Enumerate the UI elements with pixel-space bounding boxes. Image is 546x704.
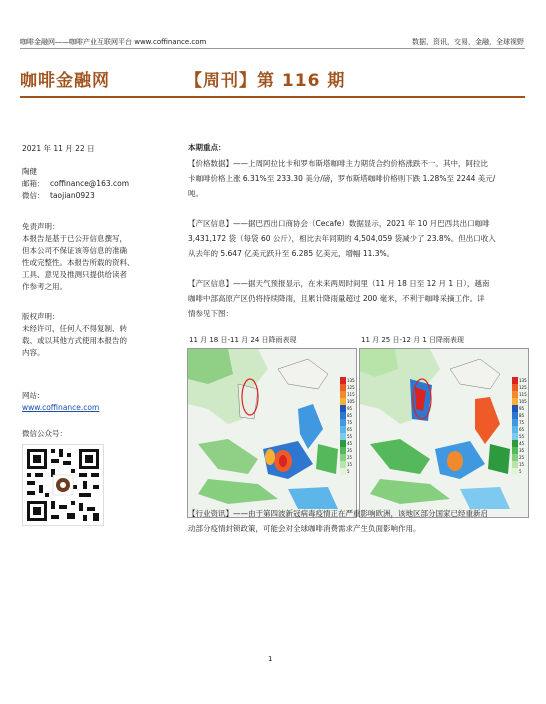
rainfall-map-week2 — [359, 348, 529, 518]
legend-item: 105 — [340, 398, 354, 405]
map-caption-week2: 11 月 25 日-12 月 1 日降雨表现 — [361, 336, 465, 344]
legend-item: 75 — [512, 419, 526, 426]
paragraph-line: 情参见下图： — [188, 309, 233, 318]
disclaimer-line: 作参考之用。 — [22, 282, 67, 291]
page-number: 1 — [268, 655, 273, 663]
legend-item: 5 — [512, 468, 526, 475]
issue-title: 【周刊】第 116 期 — [185, 71, 346, 91]
website-link[interactable]: www.coffinance.com — [22, 403, 100, 412]
paragraph-line: 从去年的 5.647 亿美元跃升至 6.285 亿美元，增幅 11.3%。 — [188, 249, 395, 258]
disclaimer-line: 性或完整性。本报告所载的资料、 — [22, 258, 135, 267]
paragraph-line: 卡咖啡价格上涨 6.31%至 233.30 美分/磅，罗布斯塔咖啡价格则下跌 1.28%至 2244 美元/ — [188, 174, 496, 183]
legend-item: 55 — [512, 433, 526, 440]
header-site-text: 咖啡金融网——咖啡产业互联网平台 www.coffinance.com — [20, 38, 207, 46]
legend-item: 25 — [340, 454, 354, 461]
legend-item: 35 — [512, 447, 526, 454]
map-graphic-icon — [188, 349, 356, 517]
legend-item: 35 — [340, 447, 354, 454]
paragraph-weather — [188, 276, 528, 321]
legend-item: 85 — [512, 412, 526, 419]
rainfall-legend — [340, 377, 354, 475]
legend-item: 75 — [340, 419, 354, 426]
legend-item: 95 — [340, 405, 354, 412]
paragraph-line: 【行业资讯】——由于第四波新冠病毒疫情正在严重影响欧洲，该地区部分国家已经重新启 — [188, 509, 488, 518]
copyright-line: 载、或以其他方式使用本报告的 — [22, 336, 127, 345]
legend-item: 115 — [340, 391, 354, 398]
legend-item: 135 — [340, 377, 354, 384]
rainfall-legend — [512, 377, 526, 475]
legend-item: 85 — [340, 412, 354, 419]
paragraph-line: 【产区信息】——据天气预报显示，在未来两周时间里（11 月 18 日至 12 月 1 日），越南 — [188, 279, 490, 288]
rainfall-map-week1 — [187, 348, 357, 518]
paragraph-industry — [188, 506, 528, 536]
disclaimer-line: 工具、意见及推测只提供给读者 — [22, 270, 127, 279]
legend-item: 65 — [512, 426, 526, 433]
paragraph-line: 【产区信息】——据巴西出口商协会（Cecafe）数据显示，2021 年 10 月巴西共出口咖啡 — [188, 219, 490, 228]
wechat-label: 微信： — [22, 191, 45, 200]
copyright-title: 版权声明： — [22, 312, 60, 321]
disclaimer-title: 免责声明： — [22, 222, 60, 231]
disclaimer-line: 本报告是基于已公开信息撰写， — [22, 234, 127, 243]
legend-item: 45 — [340, 440, 354, 447]
qr-code-icon — [23, 445, 103, 525]
legend-item: 25 — [512, 454, 526, 461]
legend-item: 65 — [340, 426, 354, 433]
website-block — [22, 390, 99, 414]
website-label: 网站: — [22, 391, 40, 400]
legend-item: 105 — [512, 398, 526, 405]
title-divider — [20, 96, 525, 98]
wechat-public-label: 微信公众号： — [22, 429, 67, 438]
disclaimer-line: 但本公司不保证该等信息的准确 — [22, 246, 127, 255]
legend-item: 45 — [512, 440, 526, 447]
legend-item: 55 — [340, 433, 354, 440]
paragraph-line: 【价格数据】——上周阿拉比卡和罗布斯塔咖啡主力期货合约价格涨跌不一。其中，阿拉比 — [188, 159, 488, 168]
legend-item: 135 — [512, 377, 526, 384]
header-divider — [20, 48, 525, 49]
author-name: 陶健 — [22, 167, 37, 176]
map-graphic-icon — [360, 349, 528, 517]
contact-block — [22, 166, 129, 202]
legend-item: 5 — [340, 468, 354, 475]
legend-item: 125 — [512, 384, 526, 391]
legend-item: 95 — [512, 405, 526, 412]
copyright-line: 内容。 — [22, 348, 45, 357]
paragraph-line: 动部分疫情封锁政策，可能会对全球咖啡消费需求产生负面影响作用。 — [188, 524, 421, 533]
copyright-line: 未经许可，任何人不得复制、转 — [22, 324, 127, 333]
paragraph-price — [188, 156, 528, 201]
report-date: 2021 年 11 月 22 日 — [22, 144, 95, 153]
legend-item: 15 — [340, 461, 354, 468]
email-value: coffinance@163.com — [50, 179, 130, 188]
legend-item: 15 — [512, 461, 526, 468]
header-tagline: 数据，资讯，交易，金融，全球视野 — [412, 38, 524, 46]
paragraph-export — [188, 216, 528, 261]
disclaimer-block — [22, 221, 135, 293]
paragraph-line: 3,431,172 袋（每袋 60 公斤），相比去年同期的 4,504,059 袋减少了 23.8%。但出口收入 — [188, 234, 496, 243]
qr-code-image — [22, 444, 104, 526]
paragraph-line: 吨。 — [188, 189, 203, 198]
wechat-value: taojian0923 — [50, 191, 95, 200]
highlights-heading: 本期重点： — [188, 143, 226, 152]
email-label: 邮箱： — [22, 179, 45, 188]
map-caption-week1: 11 月 18 日-11 月 24 日降雨表现 — [189, 336, 297, 344]
brand-title: 咖啡金融网 — [20, 71, 110, 91]
paragraph-line: 咖啡中部高原产区仍将持续降雨，且累计降雨量超过 200 毫米，不利于咖啡采摘工作。详 — [188, 294, 485, 303]
copyright-block — [22, 311, 127, 359]
legend-item: 125 — [340, 384, 354, 391]
legend-item: 115 — [512, 391, 526, 398]
